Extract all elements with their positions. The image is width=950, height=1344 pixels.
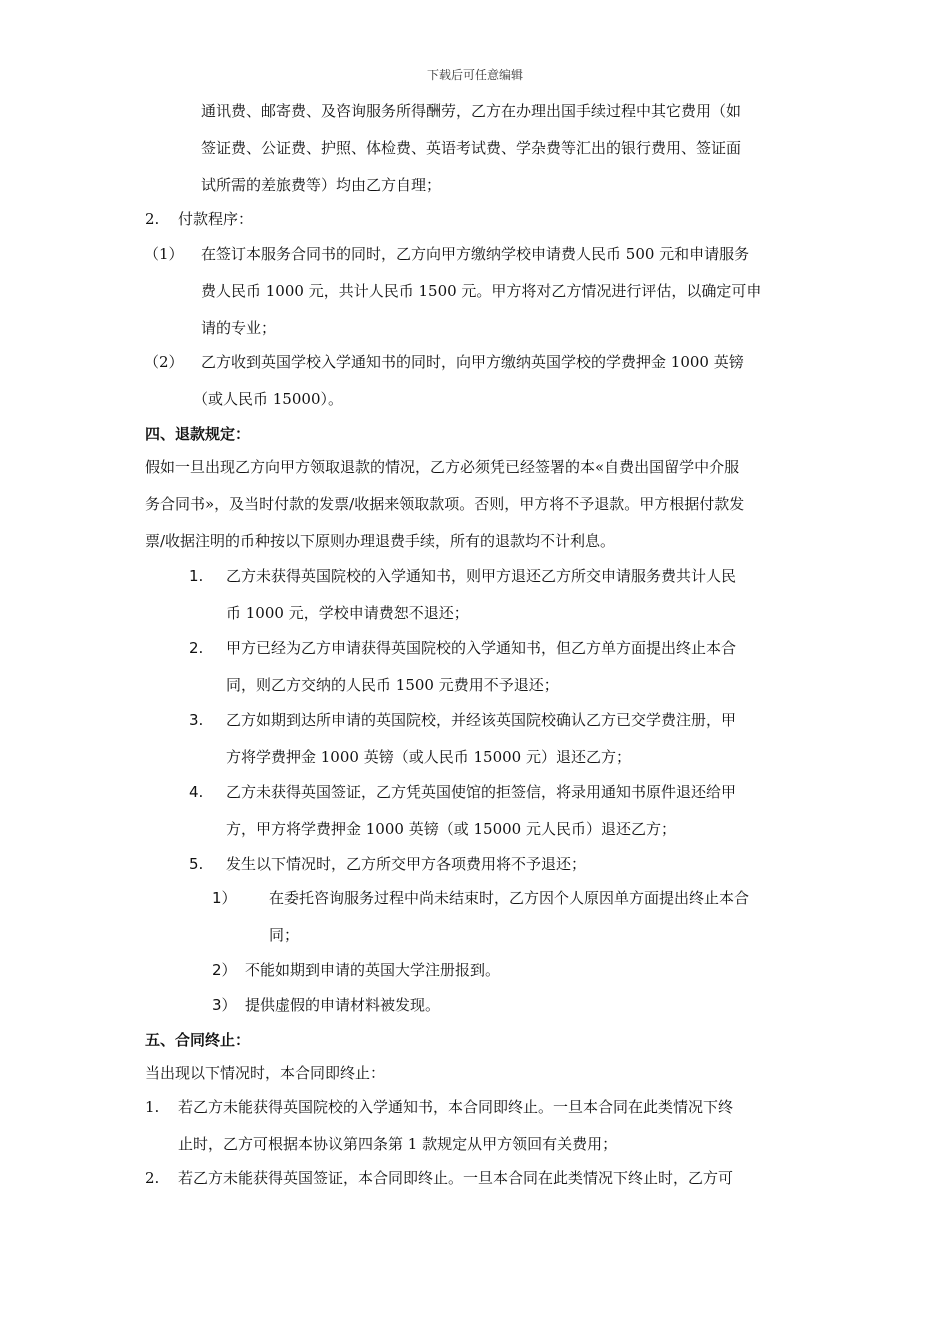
- list-number: 2.: [145, 210, 160, 228]
- section-heading: 五、合同终止：: [145, 1031, 251, 1049]
- list-item-text: 同，则乙方交纳的人民币 1500 元费用不予退还；: [226, 676, 559, 694]
- list-item-text: 止时，乙方可根据本协议第四条第 1 款规定从甲方领回有关费用；: [178, 1135, 618, 1153]
- paragraph-line: 通讯费、邮寄费、及咨询服务所得酬劳，乙方在办理出国手续过程中其它费用（如: [201, 102, 742, 120]
- list-item-text: 同；: [269, 926, 300, 944]
- list-item-text: 在签订本服务合同书的同时，乙方向甲方缴纳学校申请费人民币 500 元和申请服务: [201, 245, 750, 263]
- list-item-text: 方将学费押金 1000 英镑（或人民币 15000 元）退还乙方；: [226, 748, 631, 766]
- paragraph-line: 假如一旦出现乙方向甲方领取退款的情况，乙方必须凭已经签署的本«自费出国留学中介服: [145, 458, 740, 476]
- paragraph-line: 务合同书»，及当时付款的发票/收据来领取款项。否则，甲方将不予退款。甲方根据付款发: [145, 495, 745, 513]
- list-number: 4.: [189, 783, 204, 801]
- list-item-text: 币 1000 元，学校申请费恕不退还；: [226, 604, 469, 622]
- list-number: 2.: [189, 639, 204, 657]
- list-number: （2）: [144, 353, 184, 371]
- list-item-text: 乙方未获得英国院校的入学通知书，则甲方退还乙方所交申请服务费共计人民: [226, 567, 737, 585]
- list-number: 5.: [189, 855, 204, 873]
- paragraph-line: 当出现以下情况时，本合同即终止：: [145, 1064, 386, 1082]
- list-number: 2.: [145, 1169, 160, 1187]
- section-heading: 四、退款规定：: [145, 425, 251, 443]
- list-item-text: （或人民币 15000）。: [193, 390, 343, 408]
- list-item-text: 费人民币 1000 元，共计人民币 1500 元。甲方将对乙方情况进行评估，以确定可申: [201, 282, 762, 300]
- page-header: 下载后可任意编辑: [426, 68, 523, 82]
- list-item-text: 乙方如期到达所申请的英国院校，并经该英国院校确认乙方已交学费注册，甲: [226, 711, 737, 729]
- paragraph-line: 票/收据注明的币种按以下原则办理退费手续，所有的退款均不计利息。: [145, 532, 616, 550]
- list-item-text: 发生以下情况时，乙方所交甲方各项费用将不予退还；: [226, 855, 587, 873]
- list-item-text: 甲方已经为乙方申请获得英国院校的入学通知书，但乙方单方面提出终止本合: [226, 639, 737, 657]
- paragraph-line: 签证费、公证费、护照、体检费、英语考试费、学杂费等汇出的银行费用、签证面: [201, 139, 742, 157]
- list-item-text: 不能如期到申请的英国大学注册报到。: [245, 961, 501, 979]
- list-item-text: 在委托咨询服务过程中尚未结束时，乙方因个人原因单方面提出终止本合: [269, 889, 750, 907]
- list-number: （1）: [144, 245, 184, 263]
- list-item-text: 若乙方未能获得英国签证，本合同即终止。一旦本合同在此类情况下终止时，乙方可: [178, 1169, 734, 1187]
- list-item-text: 若乙方未能获得英国院校的入学通知书，本合同即终止。一旦本合同在此类情况下终: [178, 1098, 734, 1116]
- list-item-text: 方，甲方将学费押金 1000 英镑（或 15000 元人民币）退还乙方；: [226, 820, 676, 838]
- list-number: 1.: [189, 567, 204, 585]
- paragraph-line: 试所需的差旅费等）均由乙方自理；: [201, 176, 442, 194]
- list-number: 3）: [212, 996, 237, 1014]
- list-item-text: 乙方收到英国学校入学通知书的同时，向甲方缴纳英国学校的学费押金 1000 英镑: [201, 353, 744, 371]
- list-item-text: 付款程序：: [178, 210, 254, 228]
- list-item-text: 提供虚假的申请材料被发现。: [245, 996, 441, 1014]
- list-item-text: 请的专业；: [201, 319, 277, 337]
- list-number: 1.: [145, 1098, 160, 1116]
- list-item-text: 乙方未获得英国签证，乙方凭英国使馆的拒签信，将录用通知书原件退还给甲: [226, 783, 737, 801]
- list-number: 2）: [212, 961, 237, 979]
- list-number: 3.: [189, 711, 204, 729]
- list-number: 1）: [212, 889, 237, 907]
